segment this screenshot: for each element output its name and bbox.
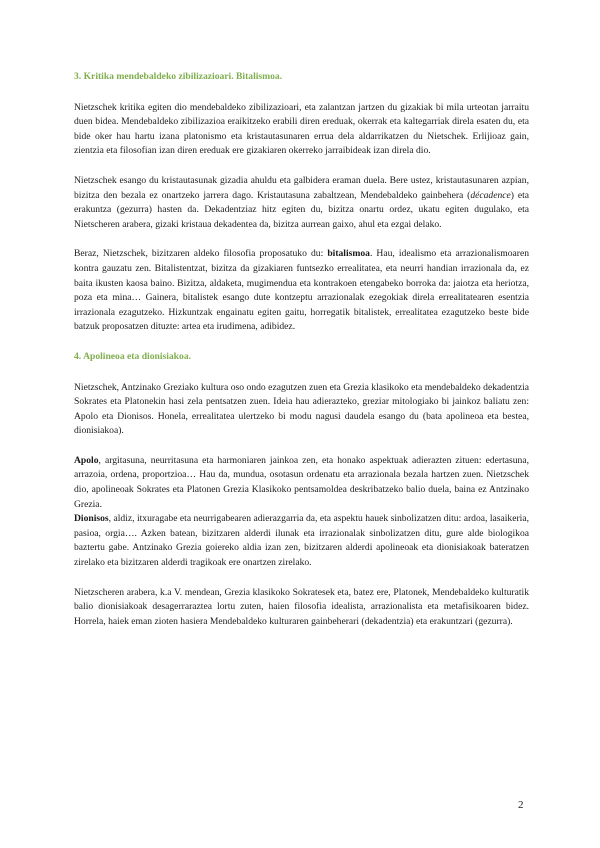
bitalismoa-term: bitalismoa [327,248,370,260]
decadence-term: décadence [470,189,511,201]
section-4-paragraph-1: Nietzschek, Antzinako Greziako kultura oso ondo ezagutzen zuen eta Grezia klasikoko eta mendebaldeko dekadentzia Sokrates eta Platonekin hasi zela pentsatzen zuen. Ideia hau adierazteko, greziar mitologiako bi jainkoz baliatu zen: Apolo eta Dionisos. Honela, errealitatea ulertzeko bi modu nagusi daudela esango du (bata apolineoa eta bestea, dionisiakoa). [74,381,529,437]
document-page [74,70,529,644]
section-3-paragraph-3-start: Beraz, Nietzschek, bizitzaren aldeko filosofia proposatuko du: [74,248,328,260]
apolo-term: Apolo [74,454,99,466]
page-number: 2 [518,799,524,811]
section-3-paragraph-3 [74,247,529,335]
section-3-paragraph-2-start: Nietzschek esango du kristautasunak gizadia ahuldu eta galbidera eraman duela. Bere ustez, kristautasunaren azpian, bizitza den bezala ez onartzeko jarrera dago. Kristautasuna zabaltzean, Mendebaldeko gainbehera ( [74,174,529,201]
section-3-heading: 3. Kritika mendebaldeko zibilizazioari. Bitalismoa. [74,71,283,82]
dionisos-description: , aldiz, itxuragabe eta neurrigabearen adierazgarria da, eta aspektu hauek sinbolizatzen ditu: ardoa, lasaikeria, pasioa, orgia…. Azken batean, bizitzaren alderdi ilunak eta irrazionalak sinbolizatzen ditu, gure alde biologikoa baztertu gabe. Antzinako Grezia goiereko aldia izan zen, bizitzaren alderdi apolineoak eta dionisiakoak bateratzen zirelako eta bizitzaren alderdi tragikoak ere onartzen zirelako. [74,513,529,569]
section-3-paragraph-3-end: . Hau, idealismo eta arrazionalismoaren kontra gauzatu zen. Bitalistentzat, bizitza da gizakiaren funtsezko errealitatea, eta neurri handian irrazionala da, ez baita ikusten kaosa baino. Bizitza, aldaketa, mugimendua eta kontrakoen etengabeko borroka da: jaiotza eta heriotza, poza eta mina… Gainera, bitalistek esango dute kontzeptu arrazionalak ezegokiak direla errealitatearen esentzia irrazionala ezagutzeko. Hizkuntzak engainatu egiten gaitu, horregatik bitalistek, errealitatea ezagutzeko beste bide batzuk proposatzen dituzte: artea eta irudimena, adibidez. [74,248,530,333]
section-4-paragraph-3: Nietzscheren arabera, k.a V. mendean, Grezia klasikoko Sokratesek eta, batez ere, Platonek, Mendebaldeko kulturatik balio dionisiakoak desagerrarazteа lortu zuten, haien filosofia idealista, arrazionalista eta metafisikoaren bidez. Horrela, haiek eman zioten hasiera Mendebaldeko kulturaren gainbeherari (dekadentzia) eta erakuntzari (gezurra). [74,586,529,627]
section-4-heading: 4. Apolineoa eta dionisiakoa. [74,350,192,362]
apolo-paragraph [74,454,529,512]
dionisos-paragraph [74,512,529,570]
dionisos-term: Dionisos [74,513,109,525]
section-3-paragraph-2 [74,174,529,232]
apolo-description: , argitasuna, neurritasuna eta harmoniaren jainkoa zen, eta honako aspektuak adierazten zituen: edertasuna, arrazoia, ordena, proportzioa… Hau da, mundua, osotasun ordenatu eta arrazionala bezala hartzen zuen. Nietzschek dio, apolineoak Sokrates eta Platonen Grezia Klasikoko pentsamoldea deskribatzeko balio duela, baina ez Antzinako Grezia. [74,454,529,510]
section-3-paragraph-2-end: ) eta erakuntza (gezurra) hasten da. Dekadentziaz hitz egiten du, bizitza onartu ordez, ukatu egiten dugulako, eta Nietscheren arabera, gizaki kristaua dekadentea da, bizitza aurrean gaixo, ahul eta ezgai delako. [74,189,529,230]
section-3-paragraph-1: Nietzschek kritika egiten dio mendebaldeko zibilizazioari, eta zalantzan jartzen du gizakiak bi mila urteotan jarraitu duen bidea. Mendebaldeko zibilizazioa eraikitzeko erabili diren ereduak, okerrak eta kaltegarriak direla esaten du, eta bide oker hau hartu izana platonismo eta kristautasunaren errua dela aldarrikatzen du Nietschek. Erlijioaz gain, zientzia eta filosofian izan diren ereduak ere gizakiaren okerreko jarraibideak izan direla dio. [74,101,529,157]
